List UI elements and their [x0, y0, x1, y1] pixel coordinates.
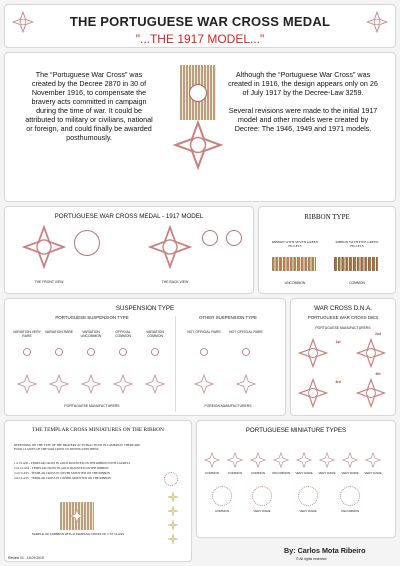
intro-right-text-1: Although the “Portuguese War Cross” was created in 1916, the design appears only on 26 of July 1917 by the Decree-Law 3259. — [228, 70, 378, 97]
miniature-row-1 — [200, 450, 390, 470]
ribbon-right-label: RIBBON WITH FIVE GREEN FILLETS — [335, 240, 379, 248]
dna-cross-4-icon — [356, 378, 386, 408]
dna-cross-3-icon — [298, 378, 328, 408]
dna-die-label-4: 4th — [375, 372, 381, 376]
miniature-panel — [196, 420, 396, 538]
miniature-row2-label-4: UNCOMMON — [340, 509, 360, 513]
ribbon-panel-title: RIBBON TYPE — [304, 213, 350, 221]
suspension-ring-row — [0, 346, 286, 358]
model-back-label: THE BACK VIEW — [161, 280, 189, 284]
templar-panel — [4, 420, 192, 562]
dna-die-label-3: 3rd — [335, 380, 341, 384]
miniature-row2-label-3: VERY RARE — [299, 509, 317, 513]
miniature-row1-label-2: COMMON — [228, 471, 242, 475]
miniature-row1-label-4: UNCOMMON — [271, 471, 291, 475]
miniature-row1-label-8: VERY RARE — [364, 471, 382, 475]
miniature-wreath-2 — [252, 486, 272, 506]
model-panel-title: PORTUGUESE WAR CROSS MEDAL - 1917 MODEL — [54, 213, 204, 220]
author-credit: By: Carlos Mota Ribeiro — [284, 546, 366, 555]
miniature-row2-label-1: COMMON — [215, 509, 229, 513]
header-cross-right-icon — [366, 11, 388, 33]
templar-class-1: 1 st CLASS - TEMPLAR CROSS IN GOLD MOUNTED ON THE RIBBON WITH LAURELS — [14, 461, 131, 465]
miniature-wreath-3 — [298, 486, 318, 506]
model-back-cross-icon — [148, 225, 192, 269]
suspension-variant-3: VARIATION UNCOMMON — [80, 330, 102, 338]
page-title: THE PORTUGUESE WAR CROSS MEDAL — [69, 14, 331, 29]
suspension-other-variant-1: NOT OFFICIAL RARE — [187, 330, 221, 334]
intro-left-text: The “Portuguese War Cross” was created by the Decree 2870 in 30 of November 1916, to compensate the bravery acts committed in campaign during the time of war. It could be attributed to military or civilians, national or foreign, and could finally be awarded posthumously. — [25, 70, 153, 142]
miniature-panel-title: PORTUGUESE MINIATURE TYPES — [245, 427, 347, 434]
miniature-wreath-4 — [340, 486, 360, 506]
templar-class-2: 2 nd CLASS - TEMPLAR CROSS IN GOLD MOUNTED ON THE RIBBON — [14, 466, 109, 470]
miniature-wreath-1 — [212, 486, 232, 506]
dna-subtitle: PORTUGUESE WAR CROSS DIES — [307, 315, 379, 320]
intro-medal-cross-icon — [173, 120, 223, 170]
intro-medal-seal — [189, 84, 207, 102]
templar-mini-crosses — [168, 492, 178, 552]
miniature-row1-label-3: COMMON — [251, 471, 265, 475]
suspension-other-title: OTHER SUSPENSION TYPE — [199, 315, 257, 320]
dna-die-label-1: 1st — [335, 340, 341, 344]
miniature-row2-label-2: VERY RARE — [253, 509, 271, 513]
revision-note: Review 01 - 15.09.2019 — [8, 556, 44, 560]
miniature-row1-label-5: VERY RARE — [295, 471, 313, 475]
suspension-cross-row — [0, 372, 286, 398]
templar-intro: DEPENDING ON THE TYPE OF THE BRAVERY ACTS PRACTICED IN CAMPAIGN, THERE ARE FOUR CLASSES OF THE WAR CROSS TO DISTINGUISH THEM: — [14, 443, 141, 451]
ribbon-right-caption: COMMON — [349, 281, 365, 285]
model-back-seal-2 — [226, 230, 242, 246]
dna-cross-1-icon — [298, 338, 328, 368]
suspension-panel-title: SUSPENSION TYPE — [115, 305, 175, 312]
ribbon-seven-fillets-swatch — [272, 257, 316, 271]
suspension-foreign-label: FOREIGN MANUFACTURERS — [204, 404, 252, 408]
suspension-variant-4: OFFICIAL COMMON — [115, 330, 131, 338]
miniature-row1-label-6: VERY RARE — [318, 471, 336, 475]
suspension-variant-2: VARIATION RARE — [44, 330, 74, 334]
dna-die-label-2: 2nd — [374, 332, 382, 336]
templar-class-4: 4 th CLASS - TEMPLAR CROSS IN COPPER MOUNTED ON THE RIBBON — [14, 476, 111, 480]
suspension-portuguese-title: PORTUGUESE SUSPENSION TYPE — [55, 315, 129, 320]
rights-notice: © All rights reserved — [296, 557, 327, 561]
suspension-other-variant-2: NOT OFFICIAL RARE — [229, 330, 263, 334]
ribbon-left-caption: UNCOMMON — [284, 281, 306, 285]
dna-cross-2-icon — [356, 338, 386, 368]
suspension-variant-1: VARIATION VERY RARE — [13, 330, 41, 338]
templar-class-3: 3 rd CLASS - TEMPLAR CROSS IN SILVER MOUNTED ON THE RIBBON — [14, 471, 110, 475]
dna-panel-title: WAR CROSS D.N.A. — [314, 305, 372, 312]
templar-panel-title: THE TEMPLAR CROSS MINIATURES ON THE RIBBON — [32, 427, 164, 433]
intro-right-text-2: Several revisions were made to the initial 1917 model and other models were created by Decree: The 1946, 1949 and 1971 models. — [228, 106, 378, 133]
model-front-label: THE FRONT VIEW — [34, 280, 64, 284]
templar-wreath — [164, 472, 178, 486]
ribbon-five-fillets-swatch — [334, 257, 378, 271]
header-cross-left-icon — [12, 11, 34, 33]
model-front-seal — [74, 230, 100, 256]
miniature-row1-label-1: COMMON — [205, 471, 219, 475]
dna-manufacturers: PORTUGUESE MANUFACTURERS — [315, 326, 371, 330]
ribbon-left-label: RIBBON WITH SEVEN GREEN FILLETS — [271, 240, 319, 248]
templar-sample-cross-icon — [70, 509, 84, 523]
suspension-variant-5: VARIATION COMMON — [146, 330, 164, 338]
suspension-manufacturers-label: PORTUGUESE MANUFACTURERS — [64, 404, 120, 408]
miniature-row1-label-7: VERY RARE — [341, 471, 359, 475]
model-back-seal-1 — [202, 230, 218, 246]
model-front-cross-icon — [22, 225, 66, 269]
page-subtitle: "...THE 1917 MODEL..." — [135, 32, 265, 46]
templar-sample-caption: SAMPLE OF A RIBBON WITH A TEMPLAR CROSS OF 1 ST CLASS — [31, 532, 125, 536]
